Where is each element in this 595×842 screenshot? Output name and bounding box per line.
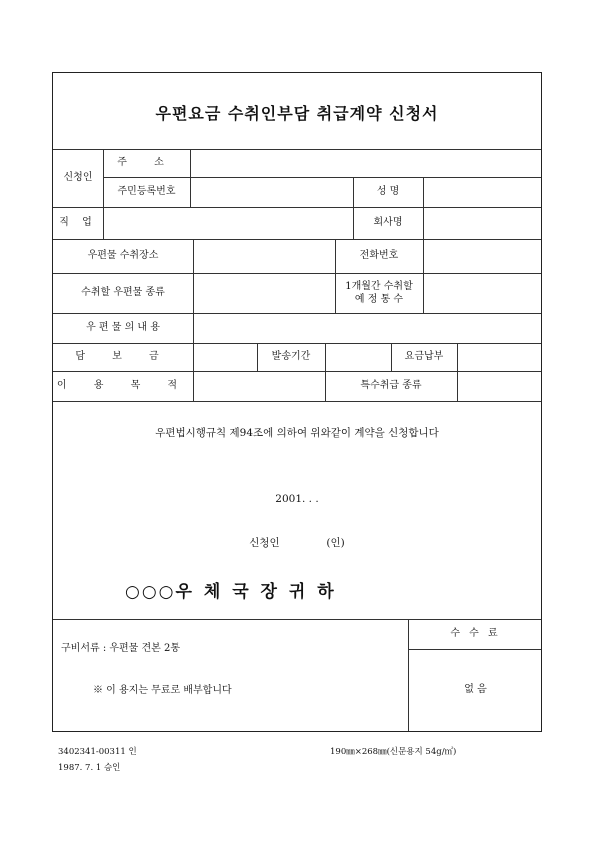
fee-label: 수 수 료 — [450, 628, 501, 640]
special-type-field[interactable] — [457, 371, 543, 401]
purpose-field[interactable] — [193, 371, 325, 401]
mail-type-field[interactable] — [193, 273, 335, 313]
form-title: 우편요금 수취인부담 취급계약 신청서 — [155, 104, 439, 123]
monthly-count-label-line1: 1개월간 수취할 — [345, 280, 413, 292]
date-field[interactable]: 2001. . . — [275, 493, 319, 505]
mail-type-label: 수취할 우편물 종류 — [81, 287, 165, 299]
monthly-count-label — [335, 273, 423, 313]
deposit-field[interactable] — [193, 343, 257, 371]
signer-label: 신청인 — [249, 537, 280, 549]
receive-place-label: 우편물 수취장소 — [87, 250, 159, 262]
signature-line — [53, 535, 541, 550]
addressee-circles: ○○○ — [125, 582, 176, 602]
fee-value: 없 음 — [464, 684, 487, 696]
seal-label: (인) — [326, 537, 345, 549]
monthly-count-field[interactable] — [423, 273, 543, 313]
send-period-label: 발송기간 — [271, 351, 311, 363]
divider — [53, 401, 541, 402]
occupation-label: 직 업 — [59, 217, 97, 229]
fee-payment-field[interactable] — [457, 343, 543, 371]
applicant-label: 신청인 — [63, 172, 93, 184]
mail-content-field[interactable] — [193, 313, 543, 343]
form-code: 3402341-00311 인 — [58, 747, 137, 757]
occupation-field[interactable] — [103, 207, 353, 239]
phone-field[interactable] — [423, 239, 543, 273]
statement-text: 우편법시행규칙 제94조에 의하여 위와같이 계약을 신청합니다 — [155, 427, 439, 439]
company-label: 회사명 — [373, 217, 403, 229]
receive-place-field[interactable] — [193, 239, 335, 273]
mail-content-label: 우 편 물 의 내 용 — [86, 322, 160, 334]
deposit-label: 담 보 금 — [75, 351, 171, 363]
paper-spec: 190㎜×268㎜(신문용지 54g/㎡) — [330, 747, 457, 757]
resident-no-field[interactable] — [190, 177, 353, 207]
addressee-text: 우 체 국 장 귀 하 — [175, 582, 337, 602]
application-form — [52, 72, 542, 732]
company-field[interactable] — [423, 207, 543, 239]
name-label: 성 명 — [376, 186, 400, 198]
name-field[interactable] — [423, 177, 543, 207]
fee-payment-label: 요금납부 — [404, 351, 444, 363]
attachment-text: 구비서류 : 우편물 견본 2통 — [61, 643, 181, 654]
special-type-label: 특수취급 종류 — [360, 380, 422, 392]
addressee — [125, 577, 337, 602]
address-label: 주 소 — [117, 157, 176, 169]
send-period-field[interactable] — [325, 343, 391, 371]
purpose-label: 이 용 목 적 — [56, 380, 190, 392]
note-text: ※ 이 용지는 무료로 배부합니다 — [93, 685, 232, 696]
resident-no-label: 주민등록번호 — [117, 186, 176, 198]
monthly-count-label-line2: 예 정 통 수 — [354, 294, 404, 305]
approval-date: 1987. 7. 1 승인 — [58, 763, 121, 773]
phone-label: 전화번호 — [359, 250, 399, 262]
address-field[interactable] — [190, 149, 543, 177]
